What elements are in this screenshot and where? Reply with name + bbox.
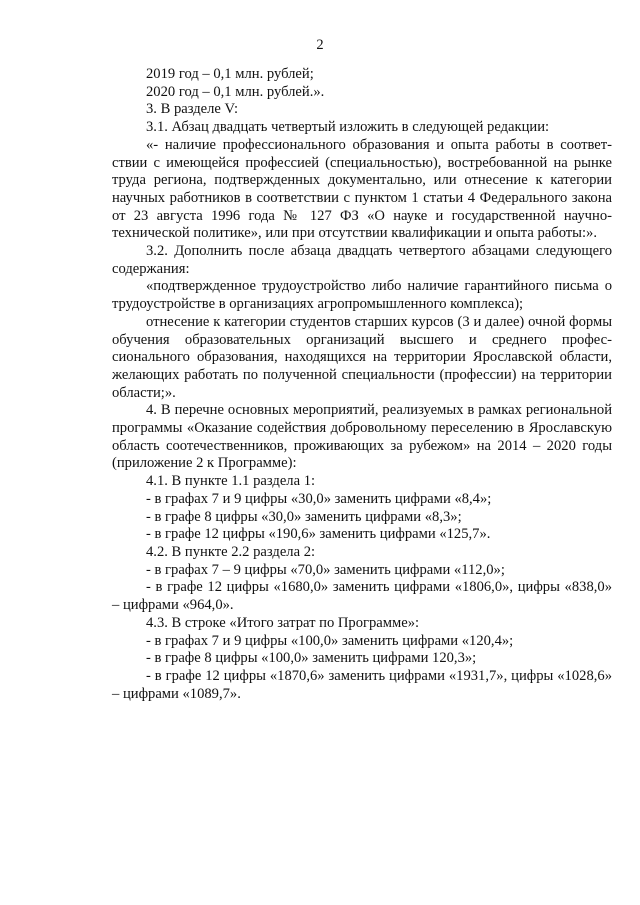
paragraph-4-1-item-1: - в графах 7 и 9 цифры «30,0» заменить цифрами «8,4»; <box>146 490 492 507</box>
paragraph-4-1-item-3: - в графе 12 цифры «190,6» заменить цифрами «125,7». <box>146 526 491 543</box>
paragraph-3-1-text: «- наличие профессионального образования и опыта работы в соответствии с имеющейся профессией (специальностью), востребованной на рынке труда региона, подтвержденных документально, или отнесение к категории научных работников в соответствии с пунктом 1 статьи 4 Федерального закона от 23 августа 1996 года № 127 ФЗ «О науке и государственной научно-технической политике», или при отсутствии квалификации и опыта работы:». <box>112 136 612 242</box>
paragraph-4-2: 4.2. В пункте 2.2 раздела 2: <box>146 543 316 560</box>
document-body <box>112 66 612 703</box>
paragraph-3-2: 3.2. Дополнить после абзаца двадцать четвертого абзацами следующего содержания: <box>112 243 612 277</box>
paragraph-budget-2019: 2019 год – 0,1 млн. рублей; <box>146 66 314 82</box>
paragraph-4-3: 4.3. В строке «Итого затрат по Программе»: <box>146 614 420 631</box>
paragraph-4-2-item-2: - в графе 12 цифры «1680,0» заменить цифрами «1806,0», цифры «838,0» – цифрами «964,0». <box>112 579 612 614</box>
paragraph-section-4: 4. В перечне основных мероприятий, реализуемых в рамках региональной программы «Оказание содействия добровольному переселению в Ярославскую область соотечественников, проживающих за рубежом» на 2014 – 2020 годы (приложение 2 к Программе): <box>112 402 612 472</box>
paragraph-budget-2020: 2020 год – 0,1 млн. рублей.». <box>146 83 325 100</box>
paragraph-4-3-item-3: - в графе 12 цифры «1870,6» заменить цифрами «1931,7», цифры «1028,6» – цифрами «1089,7». <box>112 667 612 702</box>
paragraph-4-1: 4.1. В пункте 1.1 раздела 1: <box>146 473 316 490</box>
paragraph-3-1: 3.1. Абзац двадцать четвертый изложить в следующей редакции: <box>146 119 550 136</box>
paragraph-4-2-item-1: - в графах 7 – 9 цифры «70,0» заменить цифрами «112,0»; <box>146 561 505 578</box>
paragraph-4-3-item-1: - в графах 7 и 9 цифры «100,0» заменить цифрами «120,4»; <box>146 632 514 649</box>
page-number: 2 <box>316 37 324 53</box>
paragraph-4-1-item-2: - в графе 8 цифры «30,0» заменить цифрами «8,3»; <box>146 508 462 525</box>
paragraph-section-3: 3. В разделе V: <box>146 101 239 118</box>
paragraph-3-2-students: отнесение к категории студентов старших курсов (3 и далее) очной формы обучения образовательных организаций высшего и среднего профессионального образования, находящихся на территории Ярославской области, желающих работать по полученной специальности (профессии) на территории области;». <box>112 313 612 401</box>
paragraph-3-2-employment: «подтвержденное трудоустройство либо наличие гарантийного письма о трудоустройстве в организациях агропромышленного комплекса); <box>112 278 612 313</box>
paragraph-4-3-item-2: - в графе 8 цифры «100,0» заменить цифрами 120,3»; <box>146 650 477 667</box>
